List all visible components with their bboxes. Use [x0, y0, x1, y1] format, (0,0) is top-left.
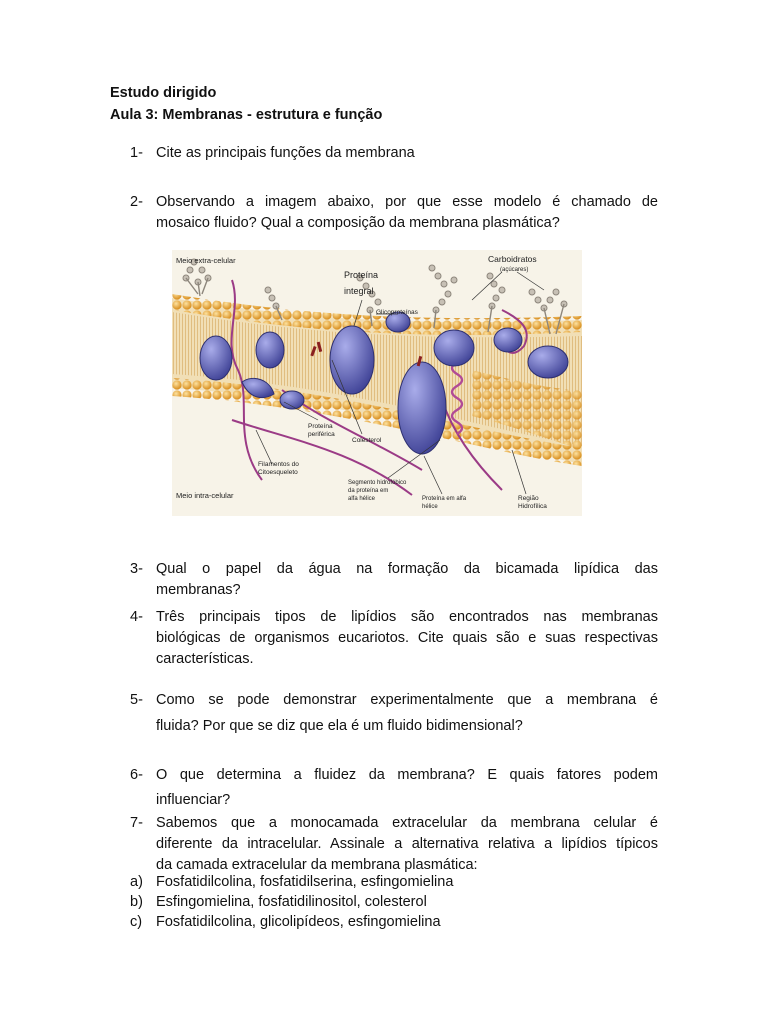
question-3 [130, 559, 658, 601]
question-text: Três principais tipos de lipídios são encontrados nas membranas [156, 609, 658, 625]
label-peripheral-protein: periférica [308, 431, 335, 438]
alpha-helix-protein [398, 362, 446, 454]
option-label: b) [130, 894, 143, 910]
label-hydrophobic-segment: alfa hélice [348, 496, 376, 502]
option-text: Fosfatidilcolina, glicolipídeos, esfingomielina [156, 914, 441, 930]
option-text: Esfingomielina, fosfatidilinositol, colesterol [156, 894, 427, 910]
question-text: da camada extracelular da membrana plasmática: [156, 857, 478, 873]
question-text: Observando a imagem abaixo, por que esse modelo é chamado de [156, 194, 658, 210]
label-alpha-helix-protein: Proteína em alfa [422, 496, 467, 502]
option-label: a) [130, 874, 143, 890]
question-text: O que determina a fluidez da membrana? E quais fatores podem [156, 767, 658, 783]
fluid-mosaic-illustration [172, 250, 582, 516]
label-integral-protein: integral [344, 286, 374, 296]
question-text: Como se pode demonstrar experimentalmente que a membrana é [156, 692, 658, 708]
question-text: fluida? Por que se diz que ela é um fluido bidimensional? [156, 718, 523, 734]
question-7 [130, 813, 658, 876]
question-text: mosaico fluido? Qual a composição da membrana plasmática? [156, 215, 560, 231]
label-hydrophilic-region: Região [518, 495, 539, 502]
label-carbohydrates: Carboidratos [488, 254, 537, 264]
label-integral-protein: Proteína [344, 270, 379, 280]
label-extracellular: Meio extra-celular [176, 256, 236, 265]
question-text: Sabemos que a monocamada extracelular da membrana celular é [156, 815, 658, 831]
label-intracellular: Meio intra-celular [176, 491, 234, 500]
question-number: 4- [130, 609, 143, 625]
lesson-title: Aula 3: Membranas - estrutura e função [110, 107, 383, 123]
label-cholesterol: Colesterol [352, 437, 382, 444]
question-text: Cite as principais funções da membrana [156, 145, 415, 161]
question-number: 7- [130, 815, 143, 831]
question-4 [130, 607, 658, 670]
question-6 [130, 763, 658, 813]
question-text: membranas? [156, 582, 241, 598]
option-c[interactable] [130, 912, 441, 932]
question-number: 5- [130, 692, 143, 708]
question-number: 2- [130, 194, 143, 210]
question-number: 6- [130, 767, 143, 783]
label-hydrophilic-region: Hidrofílica [518, 503, 547, 510]
question-number: 1- [130, 145, 143, 161]
question-text: biológicas de organismos eucariotos. Cite quais são e suas respectivas [156, 630, 658, 646]
label-peripheral-protein: Proteína [308, 423, 333, 430]
label-hydrophobic-segment: da proteína em [348, 488, 389, 494]
label-hydrophobic-segment: Segmento hidrofóbico [348, 480, 407, 486]
question-2 [130, 192, 658, 234]
label-filaments: Filamentos do [258, 461, 299, 468]
option-b[interactable] [130, 892, 427, 912]
label-glycoproteins: Glicoproteínas [376, 309, 418, 316]
question-number: 3- [130, 561, 143, 577]
question-text: Qual o papel da água na formação da bicamada lipídica das [156, 561, 658, 577]
label-cytoskeleton: Citoesqueleto [258, 469, 298, 476]
question-text: características. [156, 651, 254, 667]
label-sugars: (açúcares) [500, 267, 529, 273]
question-text: influenciar? [156, 792, 231, 808]
doc-title: Estudo dirigido [110, 85, 217, 101]
question-text: diferente da intracelular. Assinale a alternativa relativa a lipídios típicos [156, 836, 658, 852]
option-text: Fosfatidilcolina, fosfatidilserina, esfingomielina [156, 874, 454, 890]
integral-protein-small [200, 336, 232, 380]
integral-protein [330, 326, 374, 394]
label-alpha-helix-protein: hélice [422, 504, 438, 510]
option-label: c) [130, 914, 143, 930]
question-5 [130, 687, 658, 739]
membrane-diagram [172, 250, 582, 516]
option-a[interactable] [130, 872, 453, 892]
question-1 [130, 143, 658, 164]
